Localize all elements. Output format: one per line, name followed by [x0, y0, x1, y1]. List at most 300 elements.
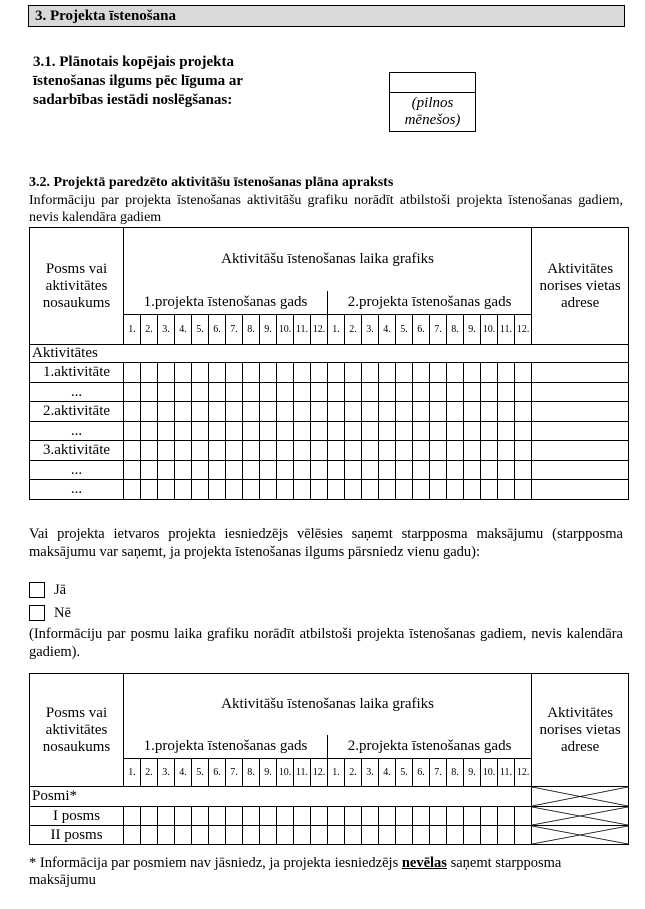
- schedule-cell[interactable]: [481, 441, 498, 461]
- schedule-cell[interactable]: [430, 441, 447, 461]
- schedule-cell[interactable]: [277, 826, 294, 845]
- schedule-cell[interactable]: [430, 826, 447, 845]
- row-label: ...: [30, 422, 124, 441]
- month-header: 4.: [379, 759, 396, 787]
- schedule-cell[interactable]: [141, 461, 158, 480]
- schedule-cell[interactable]: [430, 480, 447, 500]
- schedule-cell[interactable]: [141, 363, 158, 383]
- schedule-cell[interactable]: [328, 807, 345, 826]
- schedule-cell[interactable]: [498, 363, 515, 383]
- row-label: 3.aktivitāte: [30, 441, 124, 461]
- schedule-cell[interactable]: [498, 826, 515, 845]
- duration-label-line: īstenošanas ilgums pēc līguma ar: [33, 73, 244, 89]
- schedule-cell[interactable]: [515, 480, 532, 500]
- month-header: 3.: [362, 315, 379, 345]
- schedule-cell[interactable]: [158, 807, 175, 826]
- schedule-cell[interactable]: [124, 441, 141, 461]
- schedule-cell[interactable]: [124, 422, 141, 441]
- month-header: 1.: [328, 315, 345, 345]
- schedule-cell[interactable]: [362, 383, 379, 402]
- schedule-cell[interactable]: [243, 480, 260, 500]
- schedule-cell[interactable]: [226, 363, 243, 383]
- schedule-cell[interactable]: [294, 422, 311, 441]
- schedule-cell[interactable]: [226, 807, 243, 826]
- schedule-cell[interactable]: [243, 807, 260, 826]
- schedule-cell[interactable]: [464, 461, 481, 480]
- schedule-cell[interactable]: [447, 363, 464, 383]
- schedule-cell[interactable]: [226, 402, 243, 422]
- table-row: [30, 422, 629, 441]
- row-label: II posms: [30, 826, 124, 845]
- schedule-cell[interactable]: [379, 807, 396, 826]
- schedule-cell[interactable]: [277, 363, 294, 383]
- schedule-cell[interactable]: [141, 807, 158, 826]
- schedule-cell[interactable]: [243, 422, 260, 441]
- schedule-cell[interactable]: [141, 441, 158, 461]
- schedule-cell[interactable]: [209, 383, 226, 402]
- crossed-cell: [532, 807, 629, 826]
- schedule-cell[interactable]: [515, 807, 532, 826]
- location-cell[interactable]: [532, 422, 629, 441]
- schedule-cell[interactable]: [430, 402, 447, 422]
- location-cell[interactable]: [532, 383, 629, 402]
- schedule-cell[interactable]: [396, 441, 413, 461]
- duration-label: [33, 53, 243, 110]
- footnote-text: * Informācija par posmiem nav jāsniedz, ja projekta iesniedzējs: [29, 855, 402, 871]
- schedule-cell[interactable]: [413, 383, 430, 402]
- month-header: 11.: [294, 315, 311, 345]
- location-cell[interactable]: [532, 441, 629, 461]
- schedule-cell[interactable]: [311, 402, 328, 422]
- stages-note: (Informāciju par posmu laika grafiku norādīt atbilstoši projekta īstenošanas gadiem, nevis kalendāra gadiem).: [29, 626, 623, 660]
- schedule-cell[interactable]: [515, 461, 532, 480]
- schedule-cell[interactable]: [209, 461, 226, 480]
- schedule-cell[interactable]: [243, 363, 260, 383]
- no-checkbox[interactable]: [29, 605, 45, 621]
- schedule-cell[interactable]: [396, 422, 413, 441]
- year1-header: 1.projekta īstenošanas gads: [124, 291, 328, 315]
- row-label: 1.aktivitāte: [30, 363, 124, 383]
- month-header: 11.: [498, 315, 515, 345]
- schedule-cell[interactable]: [294, 480, 311, 500]
- schedule-cell[interactable]: [226, 480, 243, 500]
- month-header: 1.: [124, 759, 141, 787]
- schedule-cell[interactable]: [379, 480, 396, 500]
- schedule-cell[interactable]: [260, 807, 277, 826]
- no-label: Nē: [54, 605, 71, 621]
- schedule-cell[interactable]: [481, 461, 498, 480]
- month-header: 8.: [447, 759, 464, 787]
- schedule-cell[interactable]: [328, 383, 345, 402]
- month-header: 5.: [396, 759, 413, 787]
- schedule-cell[interactable]: [294, 807, 311, 826]
- schedule-cell[interactable]: [345, 383, 362, 402]
- schedule-cell[interactable]: [175, 363, 192, 383]
- year2-header: 2.projekta īstenošanas gads: [328, 291, 532, 315]
- schedule-cell[interactable]: [481, 363, 498, 383]
- schedule-cell[interactable]: [379, 402, 396, 422]
- schedule-cell[interactable]: [345, 826, 362, 845]
- schedule-cell[interactable]: [277, 441, 294, 461]
- schedule-cell[interactable]: [260, 480, 277, 500]
- schedule-cell[interactable]: [294, 363, 311, 383]
- schedule-cell[interactable]: [362, 480, 379, 500]
- month-header: 9.: [464, 759, 481, 787]
- month-header: 3.: [158, 759, 175, 787]
- month-header: 1.: [328, 759, 345, 787]
- schedule-cell[interactable]: [447, 441, 464, 461]
- schedule-cell[interactable]: [141, 480, 158, 500]
- footnote-text: saņemt starpposma maksājumu: [29, 855, 562, 888]
- schedule-cell[interactable]: [192, 363, 209, 383]
- schedule-cell[interactable]: [328, 480, 345, 500]
- schedule-cell[interactable]: [124, 480, 141, 500]
- schedule-cell[interactable]: [311, 807, 328, 826]
- schedule-cell[interactable]: [158, 363, 175, 383]
- schedule-cell[interactable]: [413, 461, 430, 480]
- month-header: 6.: [209, 315, 226, 345]
- schedule-cell[interactable]: [345, 422, 362, 441]
- schedule-cell[interactable]: [260, 422, 277, 441]
- schedule-cell[interactable]: [362, 441, 379, 461]
- location-cell[interactable]: [532, 480, 629, 500]
- schedule-cell[interactable]: [396, 480, 413, 500]
- row-label: ...: [30, 461, 124, 480]
- schedule-cell[interactable]: [379, 383, 396, 402]
- month-header: 5.: [396, 315, 413, 345]
- schedule-cell[interactable]: [447, 383, 464, 402]
- col-name-header: Posms vai aktivitātes nosaukums: [30, 674, 124, 787]
- location-cell[interactable]: [532, 363, 629, 383]
- schedule-cell[interactable]: [515, 826, 532, 845]
- schedule-cell[interactable]: [277, 402, 294, 422]
- schedule-cell[interactable]: [260, 383, 277, 402]
- schedule-cell[interactable]: [226, 826, 243, 845]
- schedule-cell[interactable]: [124, 363, 141, 383]
- schedule-cell[interactable]: [498, 441, 515, 461]
- schedule-cell[interactable]: [345, 461, 362, 480]
- month-header: 10.: [481, 315, 498, 345]
- schedule-cell[interactable]: [243, 826, 260, 845]
- schedule-cell[interactable]: [175, 461, 192, 480]
- schedule-cell[interactable]: [158, 383, 175, 402]
- month-header: 7.: [430, 759, 447, 787]
- schedule-cell[interactable]: [515, 441, 532, 461]
- schedule-cell[interactable]: [124, 402, 141, 422]
- schedule-cell[interactable]: [328, 461, 345, 480]
- schedule-cell[interactable]: [277, 422, 294, 441]
- schedule-cell[interactable]: [413, 826, 430, 845]
- footnote: [29, 855, 623, 889]
- schedule-cell[interactable]: [481, 807, 498, 826]
- schedule-cell[interactable]: [124, 826, 141, 845]
- schedule-cell[interactable]: [158, 461, 175, 480]
- schedule-cell[interactable]: [158, 441, 175, 461]
- schedule-cell[interactable]: [498, 807, 515, 826]
- schedule-cell[interactable]: [175, 826, 192, 845]
- month-header: 9.: [260, 315, 277, 345]
- schedule-cell[interactable]: [175, 402, 192, 422]
- schedule-cell[interactable]: [345, 480, 362, 500]
- schedule-cell[interactable]: [515, 402, 532, 422]
- schedule-cell[interactable]: [294, 383, 311, 402]
- schedule-cell[interactable]: [345, 363, 362, 383]
- schedule-cell[interactable]: [141, 402, 158, 422]
- schedule-cell[interactable]: [362, 461, 379, 480]
- schedule-cell[interactable]: [328, 422, 345, 441]
- schedule-cell[interactable]: [243, 383, 260, 402]
- schedule-cell[interactable]: [481, 422, 498, 441]
- schedule-cell[interactable]: [175, 422, 192, 441]
- schedule-cell[interactable]: [498, 383, 515, 402]
- month-header: 4.: [175, 315, 192, 345]
- schedule-cell[interactable]: [175, 480, 192, 500]
- schedule-cell[interactable]: [294, 402, 311, 422]
- schedule-cell[interactable]: [464, 480, 481, 500]
- schedule-cell[interactable]: [209, 480, 226, 500]
- col-schedule-header: Aktivitāšu īstenošanas laika grafiks: [124, 674, 532, 735]
- schedule-cell[interactable]: [175, 383, 192, 402]
- schedule-cell[interactable]: [413, 422, 430, 441]
- month-header: 3.: [158, 315, 175, 345]
- schedule-cell[interactable]: [311, 441, 328, 461]
- schedule-cell[interactable]: [226, 441, 243, 461]
- schedule-cell[interactable]: [396, 807, 413, 826]
- schedule-cell[interactable]: [447, 461, 464, 480]
- schedule-cell[interactable]: [515, 422, 532, 441]
- schedule-cell[interactable]: [481, 383, 498, 402]
- schedule-cell[interactable]: [311, 383, 328, 402]
- schedule-cell[interactable]: [498, 461, 515, 480]
- duration-label-line: sadarbības iestādi noslēgšanas:: [33, 92, 233, 108]
- schedule-cell[interactable]: [192, 441, 209, 461]
- schedule-cell[interactable]: [430, 383, 447, 402]
- schedule-cell[interactable]: [447, 402, 464, 422]
- schedule-cell[interactable]: [362, 422, 379, 441]
- schedule-cell[interactable]: [277, 480, 294, 500]
- schedule-cell[interactable]: [243, 441, 260, 461]
- schedule-cell[interactable]: [430, 422, 447, 441]
- schedule-cell[interactable]: [464, 363, 481, 383]
- month-header: 5.: [192, 759, 209, 787]
- schedule-cell[interactable]: [192, 402, 209, 422]
- month-header: 7.: [430, 315, 447, 345]
- schedule-cell[interactable]: [379, 461, 396, 480]
- schedule-cell[interactable]: [158, 422, 175, 441]
- schedule-cell[interactable]: [209, 402, 226, 422]
- schedule-cell[interactable]: [260, 826, 277, 845]
- schedule-cell[interactable]: [141, 422, 158, 441]
- schedule-cell[interactable]: [243, 461, 260, 480]
- schedule-cell[interactable]: [260, 461, 277, 480]
- schedule-cell[interactable]: [362, 826, 379, 845]
- month-header: 8.: [447, 315, 464, 345]
- duration-input-box[interactable]: [389, 72, 476, 132]
- schedule-cell[interactable]: [413, 363, 430, 383]
- year2-header: 2.projekta īstenošanas gads: [328, 735, 532, 759]
- schedule-cell[interactable]: [498, 480, 515, 500]
- month-header: 11.: [294, 759, 311, 787]
- schedule-cell[interactable]: [345, 807, 362, 826]
- schedule-cell[interactable]: [243, 402, 260, 422]
- schedule-cell[interactable]: [260, 402, 277, 422]
- month-header: 12.: [311, 315, 328, 345]
- month-header: 6.: [413, 315, 430, 345]
- schedule-cell[interactable]: [464, 422, 481, 441]
- schedule-cell[interactable]: [209, 363, 226, 383]
- schedule-cell[interactable]: [362, 363, 379, 383]
- month-header: 5.: [192, 315, 209, 345]
- year1-header: 1.projekta īstenošanas gads: [124, 735, 328, 759]
- schedule-cell[interactable]: [345, 441, 362, 461]
- month-header: 10.: [277, 315, 294, 345]
- schedule-cell[interactable]: [226, 461, 243, 480]
- footnote-emphasis: nevēlas: [401, 855, 447, 871]
- schedule-cell[interactable]: [311, 480, 328, 500]
- schedule-cell[interactable]: [396, 402, 413, 422]
- schedule-cell[interactable]: [226, 383, 243, 402]
- schedule-cell[interactable]: [447, 422, 464, 441]
- month-header: 10.: [481, 759, 498, 787]
- month-header: 6.: [209, 759, 226, 787]
- duration-label-line: 3.1. Plānotais kopējais projekta: [33, 54, 234, 70]
- month-header: 4.: [175, 759, 192, 787]
- schedule-cell[interactable]: [277, 807, 294, 826]
- schedule-cell[interactable]: [294, 826, 311, 845]
- schedule-cell[interactable]: [260, 363, 277, 383]
- schedule-cell[interactable]: [192, 826, 209, 845]
- schedule-cell[interactable]: [362, 807, 379, 826]
- month-header: 12.: [311, 759, 328, 787]
- schedule-cell[interactable]: [430, 461, 447, 480]
- schedule-cell[interactable]: [396, 826, 413, 845]
- schedule-cell[interactable]: [498, 422, 515, 441]
- schedule-cell[interactable]: [192, 383, 209, 402]
- schedule-cell[interactable]: [481, 480, 498, 500]
- plan-title: 3.2. Projektā paredzēto aktivitāšu īstenošanas plāna apraksts: [29, 175, 394, 190]
- schedule-cell[interactable]: [396, 363, 413, 383]
- schedule-cell[interactable]: [447, 807, 464, 826]
- schedule-cell[interactable]: [175, 441, 192, 461]
- location-cell[interactable]: [532, 402, 629, 422]
- location-cell[interactable]: [532, 461, 629, 480]
- schedule-cell[interactable]: [209, 807, 226, 826]
- month-header: 9.: [260, 759, 277, 787]
- schedule-cell[interactable]: [413, 480, 430, 500]
- schedule-cell[interactable]: [158, 402, 175, 422]
- schedule-cell[interactable]: [226, 422, 243, 441]
- schedule-cell[interactable]: [277, 461, 294, 480]
- schedule-cell[interactable]: [192, 480, 209, 500]
- schedule-cell[interactable]: [396, 461, 413, 480]
- schedule-cell[interactable]: [379, 826, 396, 845]
- schedule-cell[interactable]: [413, 402, 430, 422]
- schedule-cell[interactable]: [260, 441, 277, 461]
- yes-label: Jā: [54, 582, 67, 598]
- schedule-cell[interactable]: [158, 480, 175, 500]
- schedule-cell[interactable]: [464, 441, 481, 461]
- schedule-cell[interactable]: [192, 422, 209, 441]
- schedule-cell[interactable]: [209, 441, 226, 461]
- activity-schedule-table: [29, 227, 629, 500]
- schedule-cell[interactable]: [328, 363, 345, 383]
- month-header: 2.: [141, 315, 158, 345]
- schedule-cell[interactable]: [464, 807, 481, 826]
- month-header: 7.: [226, 315, 243, 345]
- section-header: 3. Projekta īstenošana: [28, 5, 625, 27]
- schedule-cell[interactable]: [464, 383, 481, 402]
- schedule-cell[interactable]: [192, 807, 209, 826]
- schedule-cell[interactable]: [311, 826, 328, 845]
- schedule-cell[interactable]: [515, 363, 532, 383]
- schedule-cell[interactable]: [464, 826, 481, 845]
- schedule-cell[interactable]: [379, 422, 396, 441]
- interim-payment-question: Vai projekta ietvaros projekta iesniedzējs vēlēsies saņemt starpposma maksājumu (starpposma maksājumu var saņemt, ja projekta īstenošanas ilgums pārsniedz vienu gadu):: [29, 526, 623, 560]
- schedule-cell[interactable]: [328, 441, 345, 461]
- schedule-cell[interactable]: [464, 402, 481, 422]
- schedule-cell[interactable]: [396, 383, 413, 402]
- schedule-cell[interactable]: [413, 807, 430, 826]
- schedule-cell[interactable]: [294, 461, 311, 480]
- month-header: 1.: [124, 315, 141, 345]
- row-label: ...: [30, 480, 124, 500]
- schedule-cell[interactable]: [447, 826, 464, 845]
- schedule-cell[interactable]: [447, 480, 464, 500]
- schedule-cell[interactable]: [175, 807, 192, 826]
- month-header: 4.: [379, 315, 396, 345]
- schedule-cell[interactable]: [311, 422, 328, 441]
- schedule-cell[interactable]: [430, 807, 447, 826]
- col-location-header: Aktivitātes norises vietas adrese: [532, 228, 629, 345]
- schedule-cell[interactable]: [328, 826, 345, 845]
- schedule-cell[interactable]: [481, 402, 498, 422]
- schedule-cell[interactable]: [328, 402, 345, 422]
- schedule-cell[interactable]: [124, 807, 141, 826]
- schedule-cell[interactable]: [362, 402, 379, 422]
- table-row: [30, 383, 629, 402]
- schedule-cell[interactable]: [192, 461, 209, 480]
- schedule-cell[interactable]: [294, 441, 311, 461]
- schedule-cell[interactable]: [345, 402, 362, 422]
- schedule-cell[interactable]: [158, 826, 175, 845]
- month-header: 11.: [498, 759, 515, 787]
- schedule-cell[interactable]: [413, 441, 430, 461]
- schedule-cell[interactable]: [481, 826, 498, 845]
- schedule-cell[interactable]: [141, 383, 158, 402]
- yes-checkbox[interactable]: [29, 582, 45, 598]
- col-schedule-header: Aktivitāšu īstenošanas laika grafiks: [124, 228, 532, 291]
- schedule-cell[interactable]: [379, 441, 396, 461]
- schedule-cell[interactable]: [311, 461, 328, 480]
- month-header: 7.: [226, 759, 243, 787]
- schedule-cell[interactable]: [141, 826, 158, 845]
- schedule-cell[interactable]: [124, 383, 141, 402]
- row-label: I posms: [30, 807, 124, 826]
- schedule-cell[interactable]: [124, 461, 141, 480]
- stages-schedule-table: [29, 673, 629, 845]
- schedule-cell[interactable]: [379, 363, 396, 383]
- schedule-cell[interactable]: [277, 383, 294, 402]
- schedule-cell[interactable]: [498, 402, 515, 422]
- schedule-cell[interactable]: [209, 422, 226, 441]
- month-header: 3.: [362, 759, 379, 787]
- table-row: [30, 480, 629, 500]
- duration-unit: (pilnos: [411, 95, 454, 111]
- schedule-cell[interactable]: [430, 363, 447, 383]
- schedule-cell[interactable]: [209, 826, 226, 845]
- schedule-cell[interactable]: [515, 383, 532, 402]
- schedule-cell[interactable]: [311, 363, 328, 383]
